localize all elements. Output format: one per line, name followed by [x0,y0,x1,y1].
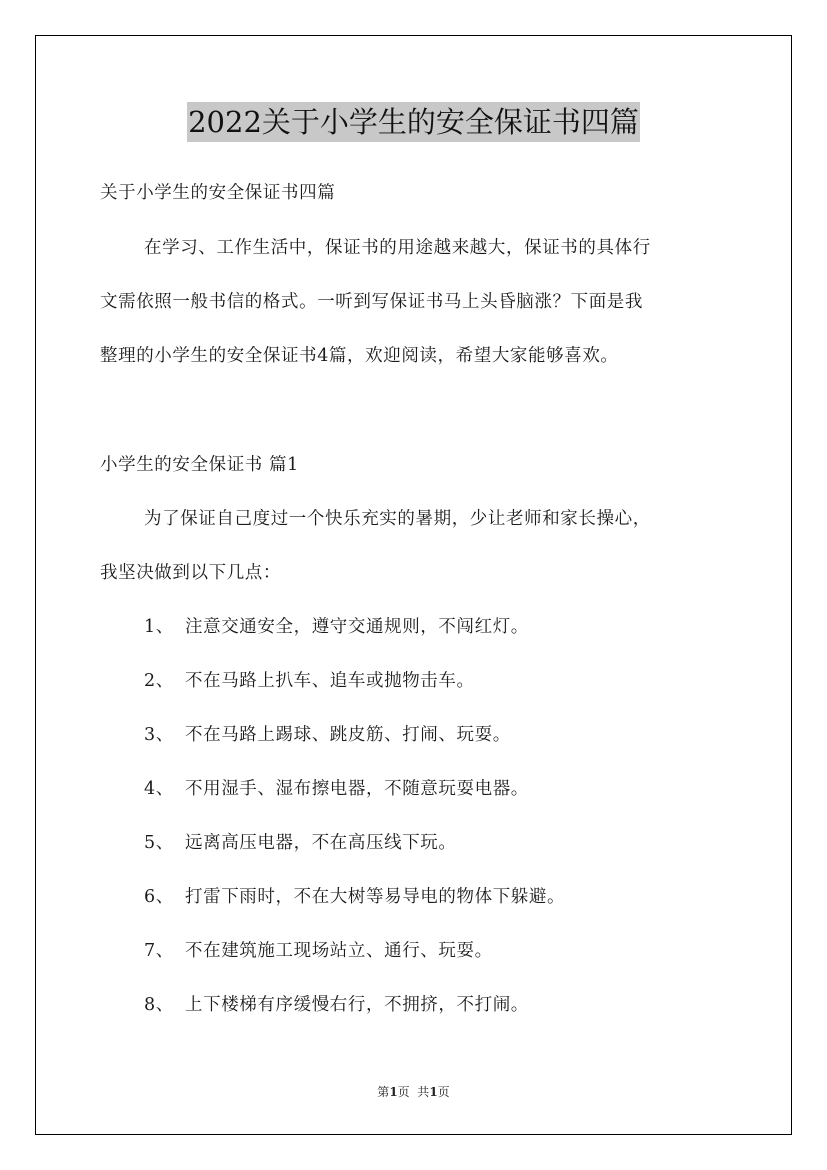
intro-line-2: 文需依照一般书信的格式。一听到写保证书马上头昏脑涨？下面是我 [100,292,643,312]
list-item-text: 打雷下雨时，不在大树等易导电的物体下躲避。 [185,887,566,907]
list-item [144,669,475,693]
footer-page-prefix: 第 [377,1085,390,1099]
list-item [144,993,529,1017]
section-paragraph-line-2: 我坚决做到以下几点： [100,563,281,583]
document-title [0,102,827,142]
list-item-text: 不用湿手、湿布擦电器，不随意玩耍电器。 [185,779,529,799]
list-item-text: 不在建筑施工现场站立、通行、玩耍。 [185,941,493,961]
list-item [144,831,457,855]
document-title-text: 2022关于小学生的安全保证书四篇 [187,102,640,142]
list-item-text: 上下楼梯有序缓慢右行，不拥挤，不打闹。 [185,995,529,1015]
intro-line-3: 整理的小学生的安全保证书4篇，欢迎阅读，希望大家能够喜欢。 [100,346,619,366]
section-paragraph-line-1: 为了保证自己度过一个快乐充实的暑期，少让老师和家长操心， [144,509,651,529]
document-subtitle: 关于小学生的安全保证书四篇 [100,183,336,203]
list-item-number: 3、 [144,725,174,745]
footer-page-current: 1 [389,1085,398,1099]
list-item-number: 4、 [144,779,174,799]
list-item-text: 不在马路上踢球、跳皮筋、打闹、玩耍。 [185,725,511,745]
list-item [144,777,529,801]
footer-page-mid: 页 共 [397,1085,430,1099]
list-item-number: 7、 [144,941,174,961]
list-item-text: 远离高压电器，不在高压线下玩。 [185,833,457,853]
list-item-number: 8、 [144,995,174,1015]
list-item-number: 6、 [144,887,174,907]
list-item [144,723,511,747]
section-heading: 小学生的安全保证书 篇1 [100,455,299,475]
list-item-number: 2、 [144,671,174,691]
list-item-number: 1、 [144,617,174,637]
page-footer [0,1084,827,1100]
list-item-text: 不在马路上扒车、追车或抛物击车。 [185,671,475,691]
list-item [144,885,565,909]
list-item-text: 注意交通安全，遵守交通规则，不闯红灯。 [185,617,529,637]
footer-page-suffix: 页 [437,1085,450,1099]
footer-page-total: 1 [429,1085,438,1099]
list-item-number: 5、 [144,833,174,853]
list-item [144,615,529,639]
intro-line-1: 在学习、工作生活中，保证书的用途越来越大，保证书的具体行 [144,238,651,258]
list-item [144,939,493,963]
